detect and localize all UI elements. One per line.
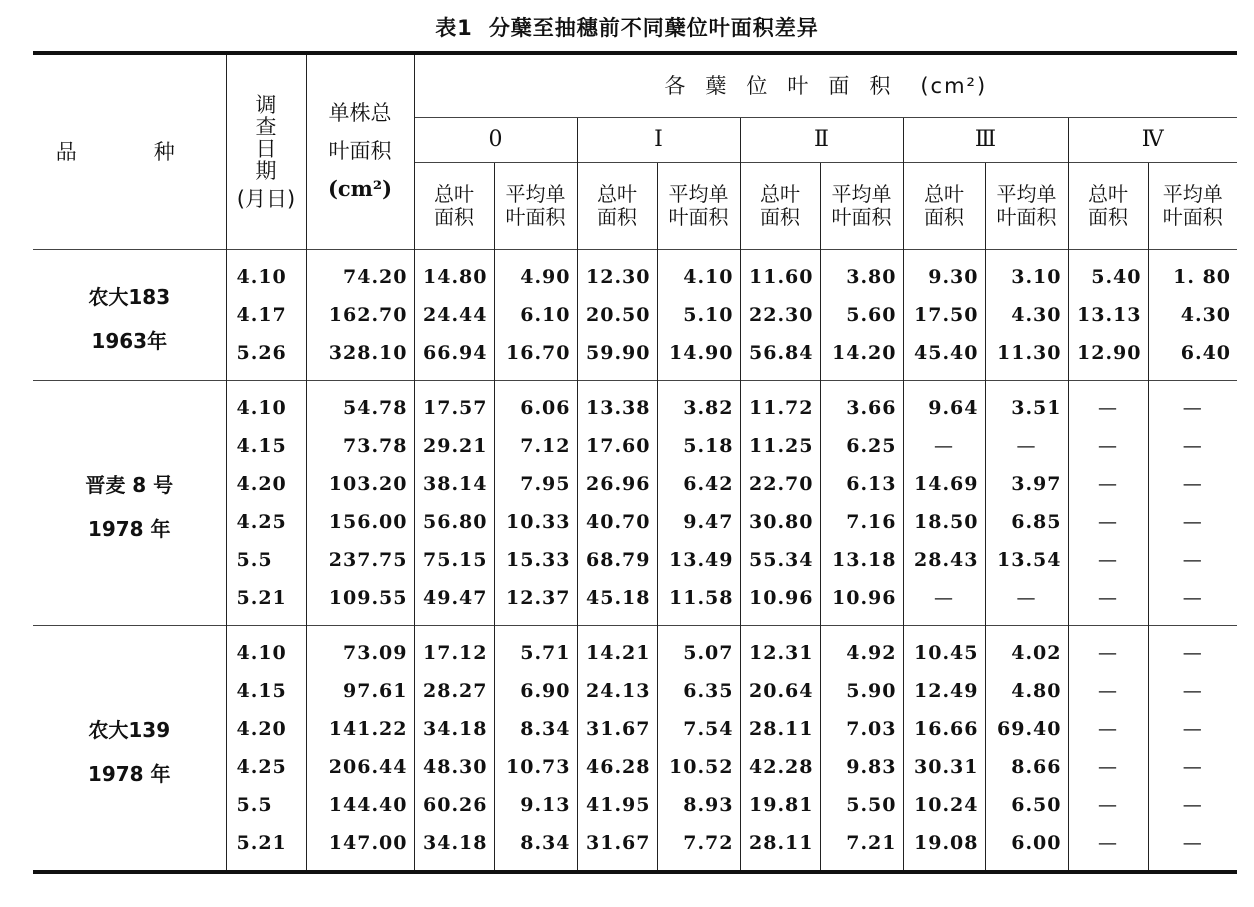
tiller-total-area-cell: 31.67 bbox=[577, 710, 657, 748]
tiller-avg-area-cell: 14.90 bbox=[657, 334, 740, 381]
tiller-avg-area-cell: 7.95 bbox=[494, 465, 577, 503]
tiller-avg-area-cell: — bbox=[1148, 541, 1237, 579]
sub-line: 叶面积 bbox=[1162, 205, 1223, 229]
sub-line: 面积 bbox=[434, 205, 474, 229]
table-row bbox=[33, 250, 1237, 297]
tiller-avg-area-cell: — bbox=[1148, 672, 1237, 710]
tiller-total-area-cell: 19.08 bbox=[903, 824, 985, 872]
tiller-avg-area-cell: 10.33 bbox=[494, 503, 577, 541]
header-total-line: 单株总 bbox=[328, 100, 392, 125]
tiller-total-area-cell: 17.12 bbox=[414, 626, 494, 673]
header-sub-total bbox=[740, 163, 820, 250]
total-leaf-area-cell: 237.75 bbox=[306, 541, 414, 579]
tiller-avg-area-cell: 10.52 bbox=[657, 748, 740, 786]
tiller-avg-area-cell: 10.96 bbox=[820, 579, 903, 626]
header-sub-avg bbox=[1148, 163, 1237, 250]
tiller-avg-area-cell: — bbox=[1148, 381, 1237, 428]
tiller-total-area-cell: 24.13 bbox=[577, 672, 657, 710]
tiller-total-area-cell: 41.95 bbox=[577, 786, 657, 824]
total-leaf-area-cell: 328.10 bbox=[306, 334, 414, 381]
header-sub-total bbox=[414, 163, 494, 250]
tiller-total-area-cell: 9.30 bbox=[903, 250, 985, 297]
header-survey-date-char: 期 bbox=[255, 159, 277, 184]
variety-cell bbox=[33, 381, 226, 626]
header-survey-date-char: 查 bbox=[255, 114, 277, 139]
tiller-avg-area-cell: 8.66 bbox=[985, 748, 1068, 786]
tiller-total-area-cell: 14.69 bbox=[903, 465, 985, 503]
header-sub-avg bbox=[657, 163, 740, 250]
tiller-avg-area-cell: 12.37 bbox=[494, 579, 577, 626]
tiller-avg-area-cell: — bbox=[1148, 626, 1237, 673]
sub-line: 平均单 bbox=[1162, 182, 1223, 206]
tiller-avg-area-cell: 6.25 bbox=[820, 427, 903, 465]
tiller-total-area-cell: 12.30 bbox=[577, 250, 657, 297]
variety-name: 农大139 bbox=[88, 718, 171, 742]
tiller-total-area-cell: 45.40 bbox=[903, 334, 985, 381]
tiller-avg-area-cell: 6.35 bbox=[657, 672, 740, 710]
tiller-avg-area-cell: 13.49 bbox=[657, 541, 740, 579]
tiller-total-area-cell: 12.90 bbox=[1068, 334, 1148, 381]
tiller-total-area-cell: 46.28 bbox=[577, 748, 657, 786]
header-sub-avg bbox=[820, 163, 903, 250]
variety-group bbox=[33, 626, 1237, 873]
header-sub-total bbox=[577, 163, 657, 250]
tiller-total-area-cell: — bbox=[1068, 672, 1148, 710]
tiller-avg-area-cell: — bbox=[1148, 710, 1237, 748]
tiller-total-area-cell: 56.80 bbox=[414, 503, 494, 541]
tiller-avg-area-cell: 5.50 bbox=[820, 786, 903, 824]
tiller-avg-area-cell: 6.42 bbox=[657, 465, 740, 503]
sub-line: 平均单 bbox=[505, 182, 566, 206]
tiller-total-area-cell: — bbox=[903, 427, 985, 465]
tiller-avg-area-cell: — bbox=[1148, 786, 1237, 824]
tiller-total-area-cell: 55.34 bbox=[740, 541, 820, 579]
tiller-avg-area-cell: 11.58 bbox=[657, 579, 740, 626]
tiller-avg-area-cell: 3.66 bbox=[820, 381, 903, 428]
total-leaf-area-cell: 74.20 bbox=[306, 250, 414, 297]
tiller-avg-area-cell: 13.54 bbox=[985, 541, 1068, 579]
tiller-total-area-cell: 42.28 bbox=[740, 748, 820, 786]
tiller-avg-area-cell: — bbox=[1148, 465, 1237, 503]
tiller-total-area-cell: 12.31 bbox=[740, 626, 820, 673]
sub-line: 平均单 bbox=[831, 182, 892, 206]
tiller-avg-area-cell: 6.90 bbox=[494, 672, 577, 710]
sub-line: 面积 bbox=[924, 205, 964, 229]
survey-date-cell: 4.20 bbox=[226, 465, 306, 503]
tiller-total-area-cell: 26.96 bbox=[577, 465, 657, 503]
tiller-total-area-cell: 19.81 bbox=[740, 786, 820, 824]
header-total-line: 叶面积 bbox=[328, 138, 392, 163]
tiller-avg-area-cell: 5.10 bbox=[657, 296, 740, 334]
tiller-total-area-cell: 28.11 bbox=[740, 710, 820, 748]
total-leaf-area-cell: 156.00 bbox=[306, 503, 414, 541]
header-variety: 品 种 bbox=[55, 139, 203, 164]
total-leaf-area-cell: 103.20 bbox=[306, 465, 414, 503]
sub-line: 面积 bbox=[760, 205, 800, 229]
tiller-avg-area-cell: 16.70 bbox=[494, 334, 577, 381]
tiller-avg-area-cell: 15.33 bbox=[494, 541, 577, 579]
tiller-avg-area-cell: 5.71 bbox=[494, 626, 577, 673]
total-leaf-area-cell: 147.00 bbox=[306, 824, 414, 872]
tiller-total-area-cell: 14.80 bbox=[414, 250, 494, 297]
tiller-total-area-cell: 75.15 bbox=[414, 541, 494, 579]
tiller-avg-area-cell: 6.06 bbox=[494, 381, 577, 428]
table-number: 表1 bbox=[435, 16, 473, 40]
tiller-avg-area-cell: 3.80 bbox=[820, 250, 903, 297]
tiller-total-area-cell: — bbox=[1068, 465, 1148, 503]
tiller-avg-area-cell: 1. 80 bbox=[1148, 250, 1237, 297]
header-tiller-3: Ⅲ bbox=[903, 118, 1068, 163]
tiller-avg-area-cell: — bbox=[985, 579, 1068, 626]
tiller-total-area-cell: 17.50 bbox=[903, 296, 985, 334]
tiller-avg-area-cell: 4.30 bbox=[985, 296, 1068, 334]
tiller-avg-area-cell: 11.30 bbox=[985, 334, 1068, 381]
tiller-avg-area-cell: 3.82 bbox=[657, 381, 740, 428]
header-tiller-2: Ⅱ bbox=[740, 118, 903, 163]
tiller-avg-area-cell: 5.07 bbox=[657, 626, 740, 673]
tiller-avg-area-cell: 8.34 bbox=[494, 710, 577, 748]
tiller-total-area-cell: 38.14 bbox=[414, 465, 494, 503]
tiller-avg-area-cell: 9.83 bbox=[820, 748, 903, 786]
tiller-total-area-cell: — bbox=[1068, 381, 1148, 428]
sub-line: 总叶 bbox=[760, 182, 800, 206]
tiller-avg-area-cell: 4.90 bbox=[494, 250, 577, 297]
survey-date-cell: 4.20 bbox=[226, 710, 306, 748]
tiller-avg-area-cell: 6.50 bbox=[985, 786, 1068, 824]
tiller-avg-area-cell: 10.73 bbox=[494, 748, 577, 786]
tiller-avg-area-cell: 5.60 bbox=[820, 296, 903, 334]
tiller-avg-area-cell: 14.20 bbox=[820, 334, 903, 381]
table-title bbox=[0, 12, 1254, 42]
tiller-avg-area-cell: 6.40 bbox=[1148, 334, 1237, 381]
header-sub-total bbox=[1068, 163, 1148, 250]
tiller-avg-area-cell: — bbox=[985, 427, 1068, 465]
table-caption: 分蘖至抽穗前不同蘖位叶面积差异 bbox=[488, 16, 819, 40]
tiller-total-area-cell: 45.18 bbox=[577, 579, 657, 626]
tiller-total-area-cell: — bbox=[1068, 503, 1148, 541]
tiller-total-area-cell: 12.49 bbox=[903, 672, 985, 710]
tiller-total-area-cell: 34.18 bbox=[414, 710, 494, 748]
header-survey-date-char: 调 bbox=[255, 92, 277, 117]
tiller-total-area-cell: 28.27 bbox=[414, 672, 494, 710]
tiller-total-area-cell: 14.21 bbox=[577, 626, 657, 673]
survey-date-cell: 4.10 bbox=[226, 381, 306, 428]
survey-date-cell: 4.15 bbox=[226, 427, 306, 465]
variety-name: 晋麦 8 号 bbox=[85, 473, 174, 497]
tiller-total-area-cell: 40.70 bbox=[577, 503, 657, 541]
variety-cell bbox=[33, 626, 226, 873]
variety-year: 1978 年 bbox=[87, 762, 171, 786]
total-leaf-area-cell: 73.09 bbox=[306, 626, 414, 673]
tiller-total-area-cell: 30.31 bbox=[903, 748, 985, 786]
tiller-total-area-cell: — bbox=[1068, 710, 1148, 748]
tiller-total-area-cell: 11.25 bbox=[740, 427, 820, 465]
tiller-avg-area-cell: 13.18 bbox=[820, 541, 903, 579]
variety-name: 农大183 bbox=[88, 285, 171, 309]
tiller-avg-area-cell: 5.18 bbox=[657, 427, 740, 465]
total-leaf-area-cell: 97.61 bbox=[306, 672, 414, 710]
tiller-total-area-cell: 49.47 bbox=[414, 579, 494, 626]
total-leaf-area-cell: 144.40 bbox=[306, 786, 414, 824]
tiller-total-area-cell: 5.40 bbox=[1068, 250, 1148, 297]
tiller-total-area-cell: 60.26 bbox=[414, 786, 494, 824]
sub-line: 叶面积 bbox=[996, 205, 1057, 229]
header-sub-avg bbox=[494, 163, 577, 250]
survey-date-cell: 5.26 bbox=[226, 334, 306, 381]
tiller-total-area-cell: 9.64 bbox=[903, 381, 985, 428]
tiller-total-area-cell: 28.43 bbox=[903, 541, 985, 579]
tiller-total-area-cell: 11.60 bbox=[740, 250, 820, 297]
tiller-avg-area-cell: 4.92 bbox=[820, 626, 903, 673]
tiller-total-area-cell: 30.80 bbox=[740, 503, 820, 541]
leaf-area-table bbox=[33, 51, 1237, 874]
tiller-avg-area-cell: 9.13 bbox=[494, 786, 577, 824]
sub-line: 面积 bbox=[597, 205, 637, 229]
tiller-total-area-cell: 20.50 bbox=[577, 296, 657, 334]
tiller-total-area-cell: 24.44 bbox=[414, 296, 494, 334]
tiller-total-area-cell: — bbox=[1068, 626, 1148, 673]
header-tiller-section-unit: (cm²) bbox=[920, 73, 988, 98]
tiller-avg-area-cell: 6.85 bbox=[985, 503, 1068, 541]
tiller-avg-area-cell: 7.21 bbox=[820, 824, 903, 872]
survey-date-cell: 5.5 bbox=[226, 786, 306, 824]
sub-line: 面积 bbox=[1088, 205, 1128, 229]
tiller-total-area-cell: 17.60 bbox=[577, 427, 657, 465]
tiller-total-area-cell: 68.79 bbox=[577, 541, 657, 579]
header-tiller-section-label: 各蘖位叶面积 bbox=[664, 73, 911, 98]
tiller-total-area-cell: 18.50 bbox=[903, 503, 985, 541]
sub-line: 叶面积 bbox=[668, 205, 729, 229]
header-sub-total bbox=[903, 163, 985, 250]
tiller-avg-area-cell: 4.30 bbox=[1148, 296, 1237, 334]
variety-year: 1978 年 bbox=[87, 517, 171, 541]
tiller-total-area-cell: 59.90 bbox=[577, 334, 657, 381]
sub-line: 平均单 bbox=[668, 182, 729, 206]
tiller-avg-area-cell: 7.16 bbox=[820, 503, 903, 541]
survey-date-cell: 4.25 bbox=[226, 748, 306, 786]
header-tiller-section bbox=[414, 53, 1237, 118]
tiller-avg-area-cell: — bbox=[1148, 503, 1237, 541]
tiller-avg-area-cell: 7.12 bbox=[494, 427, 577, 465]
tiller-avg-area-cell: 6.00 bbox=[985, 824, 1068, 872]
tiller-avg-area-cell: — bbox=[1148, 579, 1237, 626]
header-tiller-0: 0 bbox=[414, 118, 577, 163]
tiller-avg-area-cell: — bbox=[1148, 427, 1237, 465]
variety-group bbox=[33, 250, 1237, 381]
sub-line: 叶面积 bbox=[831, 205, 892, 229]
tiller-total-area-cell: 16.66 bbox=[903, 710, 985, 748]
tiller-avg-area-cell: — bbox=[1148, 748, 1237, 786]
variety-group bbox=[33, 381, 1237, 626]
tiller-avg-area-cell: 3.97 bbox=[985, 465, 1068, 503]
survey-date-cell: 5.5 bbox=[226, 541, 306, 579]
tiller-total-area-cell: 22.30 bbox=[740, 296, 820, 334]
tiller-total-area-cell: — bbox=[1068, 824, 1148, 872]
tiller-total-area-cell: 20.64 bbox=[740, 672, 820, 710]
total-leaf-area-cell: 54.78 bbox=[306, 381, 414, 428]
sub-line: 总叶 bbox=[597, 182, 637, 206]
tiller-total-area-cell: 48.30 bbox=[414, 748, 494, 786]
tiller-avg-area-cell: 6.10 bbox=[494, 296, 577, 334]
header-total-leaf-area bbox=[306, 53, 414, 250]
tiller-total-area-cell: 10.24 bbox=[903, 786, 985, 824]
header-survey-date bbox=[226, 53, 306, 250]
tiller-total-area-cell: 34.18 bbox=[414, 824, 494, 872]
tiller-total-area-cell: — bbox=[903, 579, 985, 626]
header-total-unit: (cm²) bbox=[327, 176, 393, 202]
sub-line: 总叶 bbox=[434, 182, 474, 206]
tiller-avg-area-cell: 5.90 bbox=[820, 672, 903, 710]
tiller-total-area-cell: — bbox=[1068, 579, 1148, 626]
tiller-total-area-cell: 10.96 bbox=[740, 579, 820, 626]
tiller-avg-area-cell: 4.80 bbox=[985, 672, 1068, 710]
variety-year: 1963年 bbox=[91, 329, 168, 353]
tiller-avg-area-cell: 69.40 bbox=[985, 710, 1068, 748]
tiller-avg-area-cell: 7.54 bbox=[657, 710, 740, 748]
tiller-total-area-cell: 13.38 bbox=[577, 381, 657, 428]
total-leaf-area-cell: 73.78 bbox=[306, 427, 414, 465]
tiller-avg-area-cell: 8.93 bbox=[657, 786, 740, 824]
header-sub-avg bbox=[985, 163, 1068, 250]
tiller-total-area-cell: 13.13 bbox=[1068, 296, 1148, 334]
tiller-total-area-cell: 10.45 bbox=[903, 626, 985, 673]
tiller-avg-area-cell: 8.34 bbox=[494, 824, 577, 872]
tiller-total-area-cell: — bbox=[1068, 541, 1148, 579]
tiller-avg-area-cell: — bbox=[1148, 824, 1237, 872]
tiller-total-area-cell: — bbox=[1068, 427, 1148, 465]
tiller-avg-area-cell: 4.02 bbox=[985, 626, 1068, 673]
sub-line: 总叶 bbox=[1088, 182, 1128, 206]
survey-date-cell: 5.21 bbox=[226, 824, 306, 872]
tiller-total-area-cell: 28.11 bbox=[740, 824, 820, 872]
survey-date-cell: 4.17 bbox=[226, 296, 306, 334]
header-tiller-1: Ⅰ bbox=[577, 118, 740, 163]
tiller-total-area-cell: — bbox=[1068, 748, 1148, 786]
tiller-avg-area-cell: 3.10 bbox=[985, 250, 1068, 297]
tiller-total-area-cell: 31.67 bbox=[577, 824, 657, 872]
variety-cell bbox=[33, 250, 226, 381]
tiller-avg-area-cell: 6.13 bbox=[820, 465, 903, 503]
header-survey-date-unit: (月日) bbox=[236, 187, 296, 212]
total-leaf-area-cell: 141.22 bbox=[306, 710, 414, 748]
survey-date-cell: 4.15 bbox=[226, 672, 306, 710]
total-leaf-area-cell: 206.44 bbox=[306, 748, 414, 786]
header-survey-date-char: 日 bbox=[255, 136, 277, 161]
table-header bbox=[33, 53, 1237, 250]
survey-date-cell: 4.10 bbox=[226, 626, 306, 673]
tiller-total-area-cell: 11.72 bbox=[740, 381, 820, 428]
table-row bbox=[33, 626, 1237, 673]
tiller-avg-area-cell: 7.72 bbox=[657, 824, 740, 872]
survey-date-cell: 4.10 bbox=[226, 250, 306, 297]
tiller-total-area-cell: 17.57 bbox=[414, 381, 494, 428]
table-row bbox=[33, 381, 1237, 428]
sub-line: 平均单 bbox=[996, 182, 1057, 206]
tiller-total-area-cell: 22.70 bbox=[740, 465, 820, 503]
tiller-avg-area-cell: 4.10 bbox=[657, 250, 740, 297]
tiller-total-area-cell: 66.94 bbox=[414, 334, 494, 381]
tiller-total-area-cell: 29.21 bbox=[414, 427, 494, 465]
tiller-avg-area-cell: 7.03 bbox=[820, 710, 903, 748]
total-leaf-area-cell: 162.70 bbox=[306, 296, 414, 334]
survey-date-cell: 5.21 bbox=[226, 579, 306, 626]
tiller-total-area-cell: — bbox=[1068, 786, 1148, 824]
header-tiller-4: Ⅳ bbox=[1068, 118, 1237, 163]
sub-line: 总叶 bbox=[924, 182, 964, 206]
tiller-total-area-cell: 56.84 bbox=[740, 334, 820, 381]
total-leaf-area-cell: 109.55 bbox=[306, 579, 414, 626]
survey-date-cell: 4.25 bbox=[226, 503, 306, 541]
tiller-avg-area-cell: 3.51 bbox=[985, 381, 1068, 428]
sub-line: 叶面积 bbox=[505, 205, 566, 229]
tiller-avg-area-cell: 9.47 bbox=[657, 503, 740, 541]
